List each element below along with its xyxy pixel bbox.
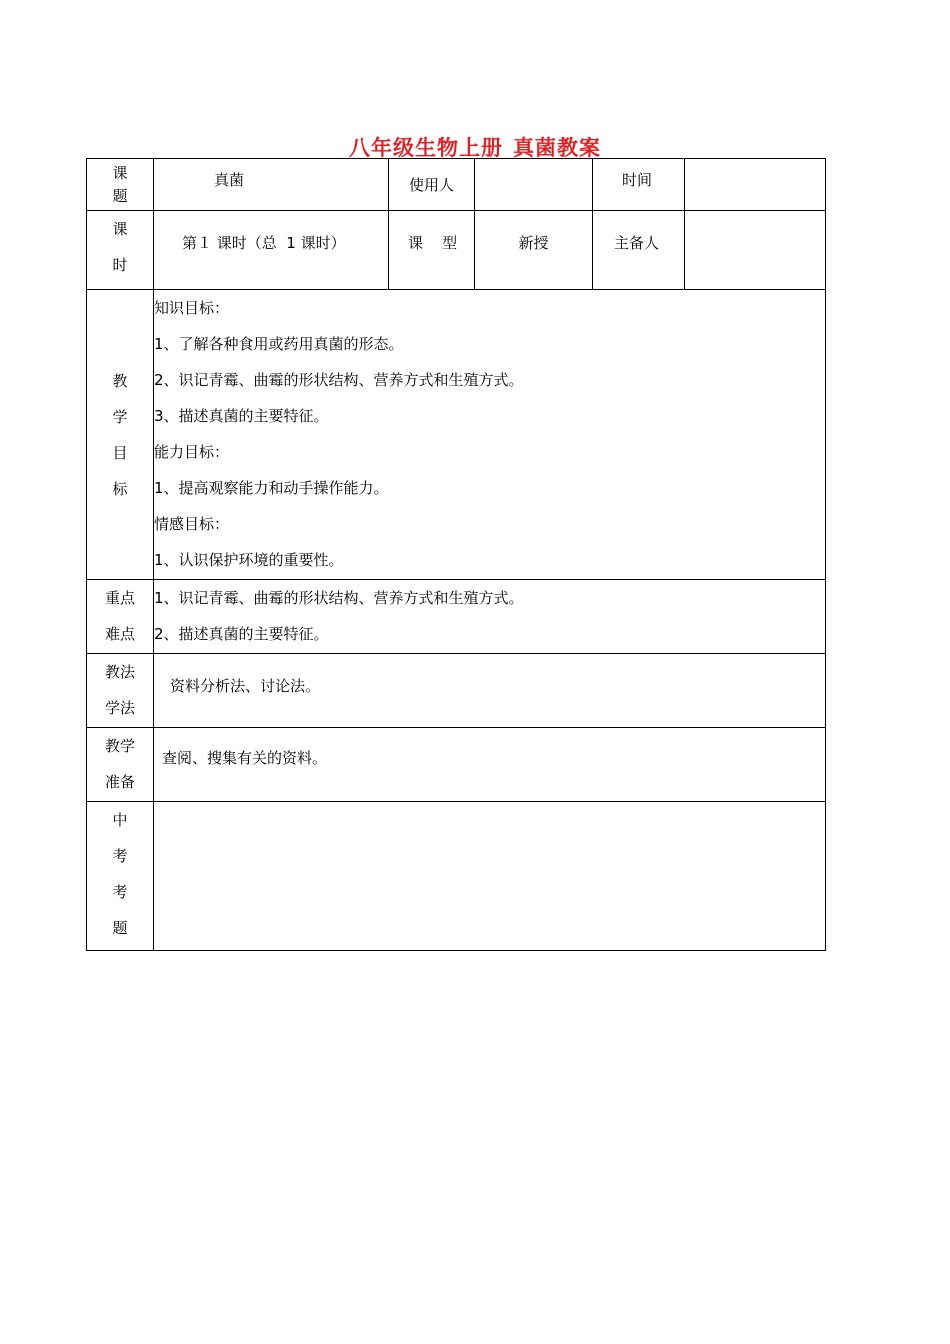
objective-line: 知识目标： [154,299,230,317]
label-line: 教学 [104,737,135,755]
label-line: 难点 [104,625,135,643]
period-value: 第１ 课时（总 1 课时） [154,211,389,290]
label-char: 标 [112,479,128,498]
row-topic [87,159,826,211]
label-line: 准备 [104,773,135,791]
row-objectives [87,290,826,580]
objective-line: 1、提高观察能力和动手操作能力。 [154,479,389,497]
label-char: 教 [112,371,128,390]
objective-line: 2、识记青霉、曲霉的形状结构、营养方式和生殖方式。 [154,371,524,389]
label-topic [87,159,154,211]
key-point-line: 1、识记青霉、曲霉的形状结构、营养方式和生殖方式。 [154,589,524,607]
label-line: 教法 [104,663,135,681]
label-methods [87,654,154,728]
key-point-line: 2、描述真菌的主要特征。 [154,625,329,643]
user-label: 使用人 [389,159,475,211]
label-char: 学 [112,407,128,426]
objective-line: 1、认识保护环境的重要性。 [154,551,344,569]
preparer-label: 主备人 [593,211,685,290]
time-label: 时间 [593,159,685,211]
title-part1: 八年级生物上册 [349,136,503,160]
label-preparation [87,728,154,802]
preparation-content: 查阅、搜集有关的资料。 [154,728,826,802]
label-char: 题 [112,187,128,205]
label-line: 学法 [104,699,135,717]
label-char: 时 [112,256,128,274]
label-char: 考 [112,883,128,901]
row-exam [87,802,826,951]
label-char: 考 [112,847,128,865]
label-char: 课 [112,220,128,238]
objective-line: 1、了解各种食用或药用真菌的形态。 [154,335,404,353]
lesson-plan-table [86,158,826,951]
label-line: 重点 [104,589,135,607]
title-part2: 真菌教案 [513,136,601,160]
row-period [87,211,826,290]
objective-line: 能力目标： [154,443,230,461]
methods-content: 资料分析法、讨论法。 [154,654,826,728]
type-label: 课 型 [389,211,475,290]
key-points-content [154,580,826,654]
preparer-value [685,211,826,290]
objective-line: 情感目标： [154,515,230,533]
row-preparation [87,728,826,802]
time-value [685,159,826,211]
label-key-points [87,580,154,654]
objectives-content [154,290,826,580]
label-char: 课 [112,164,128,182]
label-char: 题 [112,919,128,937]
label-char: 目 [112,443,128,462]
exam-content [154,802,826,951]
row-methods [87,654,826,728]
objective-line: 3、描述真菌的主要特征。 [154,407,329,425]
topic-value: 真菌 [154,159,389,211]
label-period [87,211,154,290]
type-value: 新授 [475,211,593,290]
user-value [475,159,593,211]
label-char: 中 [112,811,128,829]
label-objectives [87,290,154,580]
label-exam [87,802,154,951]
row-key-points [87,580,826,654]
